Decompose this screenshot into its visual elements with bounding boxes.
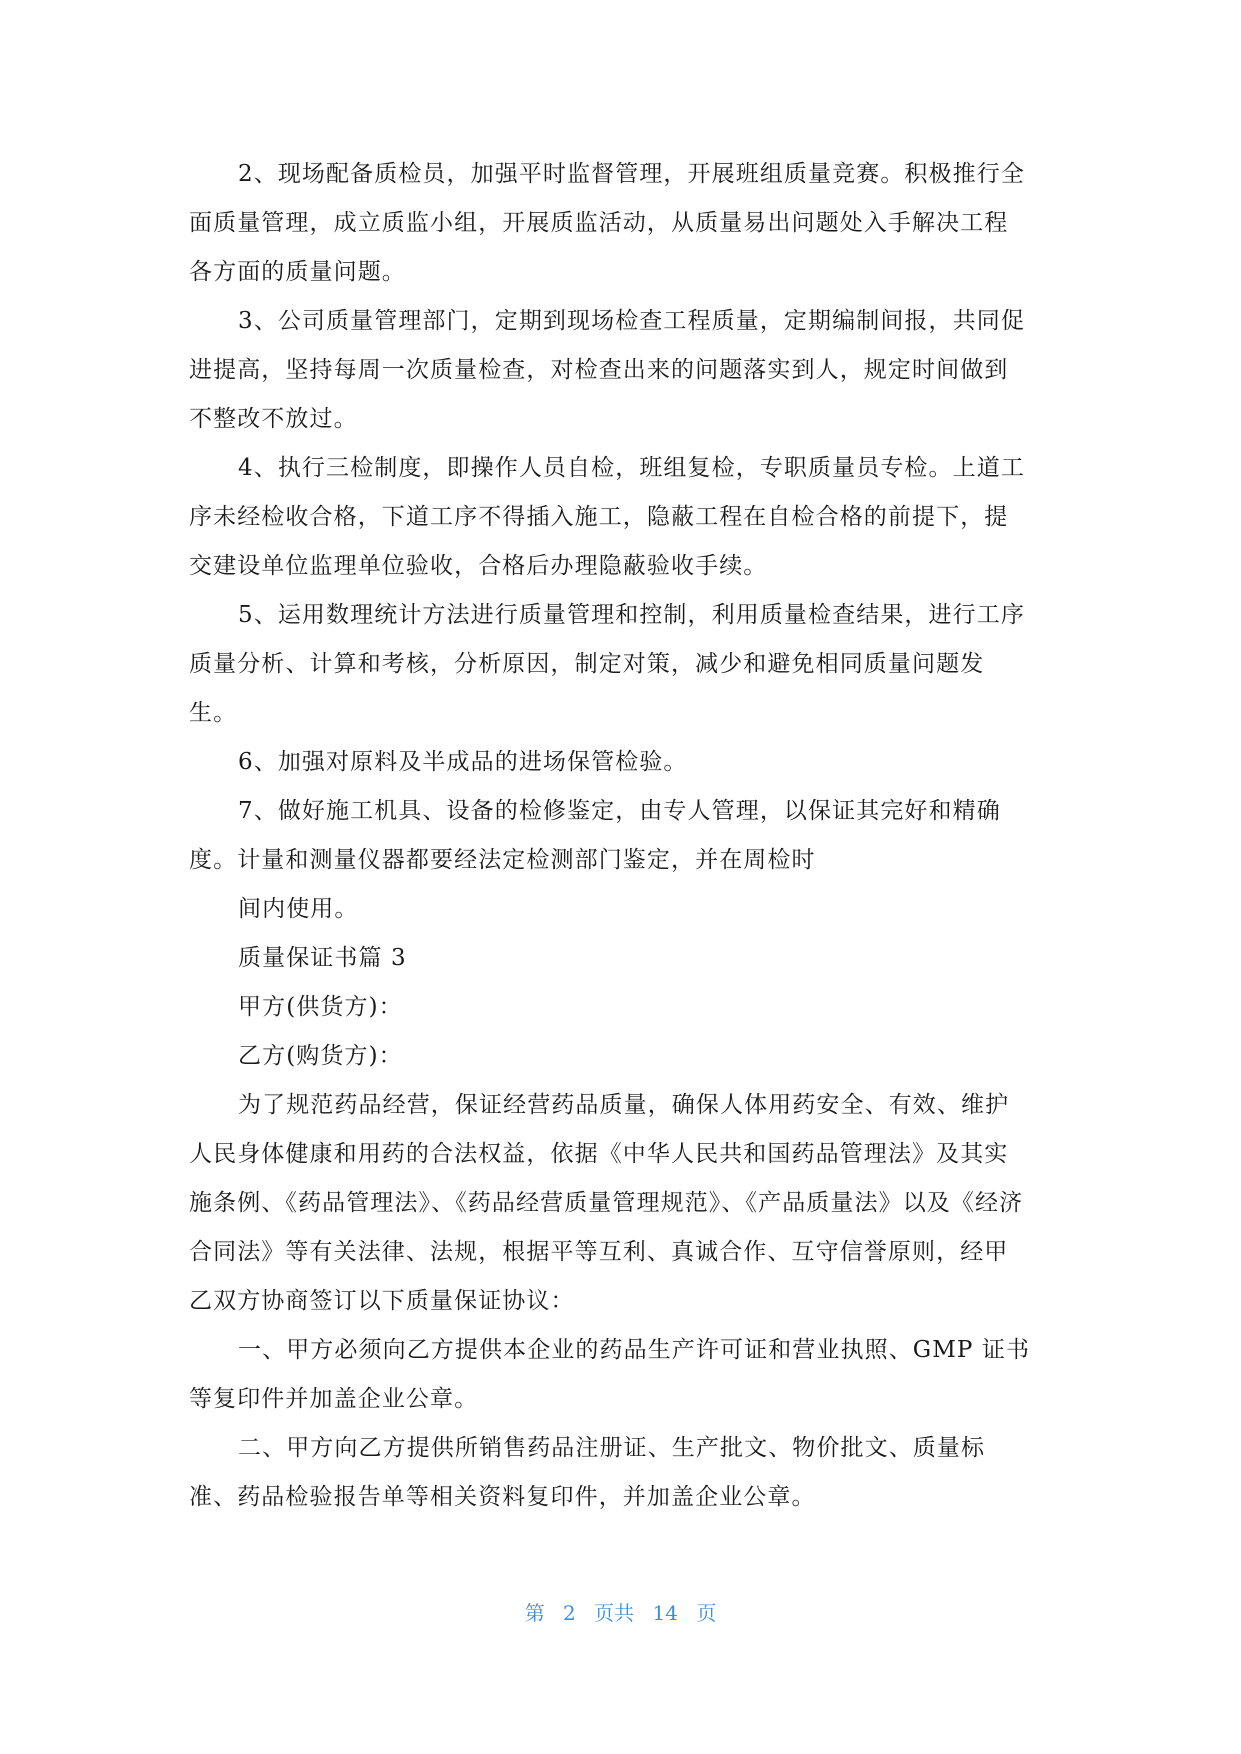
paragraph-line: 合同法》等有关法律、法规，根据平等互利、真诚合作、互守信誉原则，经甲	[189, 1239, 1009, 1265]
paragraph-line: 乙双方协商签订以下质量保证协议：	[189, 1288, 575, 1314]
paragraph-line: 一、甲方必须向乙方提供本企业的药品生产许可证和营业执照、GMP 证书	[238, 1337, 1031, 1363]
paragraph-line: 度。计量和测量仪器都要经法定检测部门鉴定，并在周检时	[189, 847, 816, 873]
party-a-label: 甲方(供货方)：	[238, 994, 403, 1020]
paragraph-line: 7、做好施工机具、设备的检修鉴定，由专人管理，以保证其完好和精确	[238, 798, 1001, 824]
total-pages-number: 14	[652, 1601, 678, 1625]
paragraph-line: 二、甲方向乙方提供所销售药品注册证、生产批文、物价批文、质量标	[238, 1435, 986, 1461]
paragraph-line: 间内使用。	[238, 896, 359, 922]
paragraph-line: 面质量管理，成立质监小组，开展质监活动，从质量易出问题处入手解决工程	[189, 210, 1009, 236]
paragraph-line: 4、执行三检制度，即操作人员自检，班组复检，专职质量员专检。上道工	[238, 455, 1025, 481]
paragraph-line: 生。	[189, 700, 238, 726]
paragraph-line: 质量分析、计算和考核，分析原因，制定对策，减少和避免相同质量问题发	[189, 651, 985, 677]
paragraph-line: 准、药品检验报告单等相关资料复印件，并加盖企业公章。	[189, 1484, 816, 1510]
paragraph-line: 6、加强对原料及半成品的进场保管检验。	[238, 749, 688, 775]
paragraph-line: 序未经检收合格，下道工序不得插入施工，隐蔽工程在自检合格的前提下，提	[189, 504, 1009, 530]
section-heading: 质量保证书篇 3	[238, 945, 407, 971]
paragraph-line: 3、公司质量管理部门，定期到现场检查工程质量，定期编制间报，共同促	[238, 308, 1025, 334]
party-b-label: 乙方(购货方)：	[238, 1043, 403, 1069]
page-footer	[0, 1597, 1241, 1626]
paragraph-line: 人民身体健康和用药的合法权益，依据《中华人民共和国药品管理法》及其实	[189, 1141, 1009, 1167]
paragraph-line: 为了规范药品经营，保证经营药品质量，确保人体用药安全、有效、维护	[238, 1092, 1010, 1118]
paragraph-line: 2、现场配备质检员，加强平时监督管理，开展班组质量竞赛。积极推行全	[238, 161, 1025, 187]
paragraph-line: 5、运用数理统计方法进行质量管理和控制，利用质量检查结果，进行工序	[238, 602, 1025, 628]
paragraph-line: 等复印件并加盖企业公章。	[189, 1386, 479, 1412]
paragraph-line: 不整改不放过。	[189, 406, 358, 432]
page-label-mid: 页共	[594, 1601, 635, 1625]
paragraph-line: 交建设单位监理单位验收，合格后办理隐蔽验收手续。	[189, 553, 768, 579]
paragraph-line: 各方面的质量问题。	[189, 259, 406, 285]
current-page-number: 2	[563, 1601, 576, 1625]
page-label-prefix: 第	[524, 1601, 545, 1625]
paragraph-line: 施条例、《药品管理法》、《药品经营质量管理规范》、《产品质量法》以及《经济	[189, 1190, 1024, 1216]
page-label-suffix: 页	[696, 1601, 717, 1625]
paragraph-line: 进提高，坚持每周一次质量检查，对检查出来的问题落实到人，规定时间做到	[189, 357, 1009, 383]
